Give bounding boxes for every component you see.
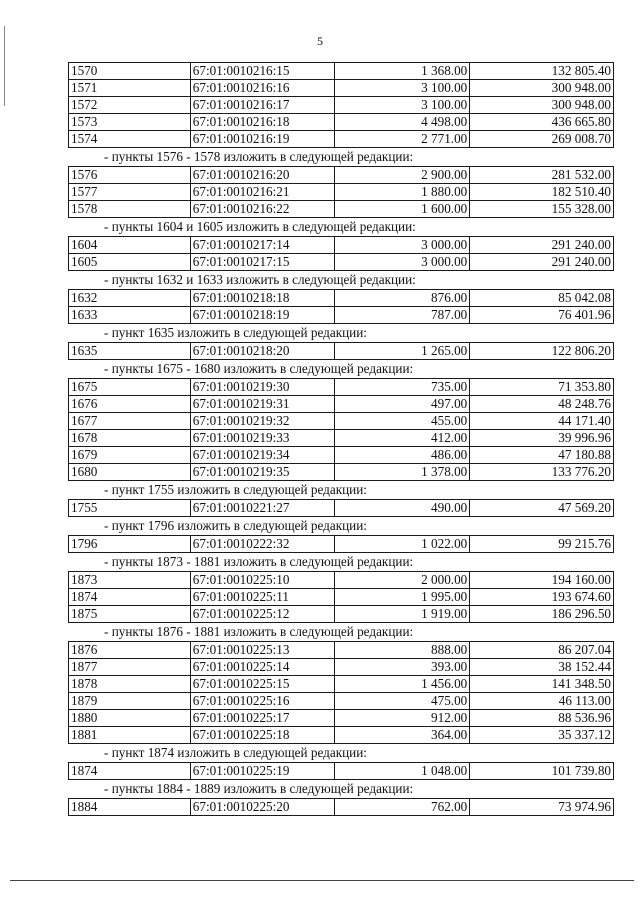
item-number-cell: 1880 bbox=[69, 710, 191, 726]
area-cell: 1 880.00 bbox=[335, 184, 471, 200]
cadastral-number-cell: 67:01:0010218:18 bbox=[191, 290, 335, 306]
item-number-cell: 1604 bbox=[69, 237, 191, 253]
document-body bbox=[68, 62, 614, 816]
cadastral-number-cell: 67:01:0010225:16 bbox=[191, 693, 335, 709]
table-row bbox=[68, 429, 614, 446]
section-heading: - пункт 1796 изложить в следующей редакции: bbox=[104, 518, 367, 533]
table-row bbox=[68, 183, 614, 200]
table-row bbox=[68, 306, 614, 324]
value-cell: 133 776.20 bbox=[470, 464, 614, 480]
item-number-cell: 1755 bbox=[69, 500, 191, 516]
data-table bbox=[68, 571, 614, 623]
data-table bbox=[68, 236, 614, 271]
area-cell: 475.00 bbox=[335, 693, 471, 709]
cadastral-number-cell: 67:01:0010225:18 bbox=[191, 727, 335, 743]
table-row bbox=[68, 726, 614, 744]
area-cell: 3 100.00 bbox=[335, 80, 471, 96]
table-row bbox=[68, 236, 614, 253]
cadastral-number-cell: 67:01:0010225:10 bbox=[191, 572, 335, 588]
item-number-cell: 1877 bbox=[69, 659, 191, 675]
value-cell: 141 348.50 bbox=[470, 676, 614, 692]
value-cell: 39 996.96 bbox=[470, 430, 614, 446]
data-table bbox=[68, 342, 614, 360]
section-heading: - пункты 1632 и 1633 изложить в следующей редакции: bbox=[104, 272, 416, 287]
cadastral-number-cell: 67:01:0010216:22 bbox=[191, 201, 335, 217]
cadastral-number-cell: 67:01:0010225:20 bbox=[191, 799, 335, 815]
item-number-cell: 1574 bbox=[69, 131, 191, 147]
item-number-cell: 1677 bbox=[69, 413, 191, 429]
cadastral-number-cell: 67:01:0010225:19 bbox=[191, 763, 335, 779]
cadastral-number-cell: 67:01:0010219:32 bbox=[191, 413, 335, 429]
table-row bbox=[68, 113, 614, 130]
area-cell: 735.00 bbox=[335, 379, 471, 395]
data-table bbox=[68, 641, 614, 744]
section-heading: - пункты 1604 и 1605 изложить в следующей редакции: bbox=[104, 219, 416, 234]
item-number-cell: 1572 bbox=[69, 97, 191, 113]
cadastral-number-cell: 67:01:0010219:30 bbox=[191, 379, 335, 395]
table-row bbox=[68, 130, 614, 148]
item-number-cell: 1576 bbox=[69, 167, 191, 183]
section-heading: - пункты 1675 - 1680 изложить в следующей редакции: bbox=[104, 361, 414, 376]
area-cell: 912.00 bbox=[335, 710, 471, 726]
section-heading: - пункт 1755 изложить в следующей редакции: bbox=[104, 482, 367, 497]
item-number-cell: 1874 bbox=[69, 763, 191, 779]
table-row bbox=[68, 378, 614, 395]
cadastral-number-cell: 67:01:0010217:15 bbox=[191, 254, 335, 270]
area-cell: 1 378.00 bbox=[335, 464, 471, 480]
cadastral-number-cell: 67:01:0010217:14 bbox=[191, 237, 335, 253]
item-number-cell: 1635 bbox=[69, 343, 191, 359]
area-cell: 486.00 bbox=[335, 447, 471, 463]
area-cell: 364.00 bbox=[335, 727, 471, 743]
area-cell: 1 456.00 bbox=[335, 676, 471, 692]
value-cell: 48 248.76 bbox=[470, 396, 614, 412]
area-cell: 3 000.00 bbox=[335, 254, 471, 270]
item-number-cell: 1678 bbox=[69, 430, 191, 446]
item-number-cell: 1878 bbox=[69, 676, 191, 692]
cadastral-number-cell: 67:01:0010216:21 bbox=[191, 184, 335, 200]
value-cell: 193 674.60 bbox=[470, 589, 614, 605]
table-row bbox=[68, 709, 614, 726]
table-row bbox=[68, 289, 614, 306]
table-row bbox=[68, 62, 614, 79]
value-cell: 182 510.40 bbox=[470, 184, 614, 200]
table-row bbox=[68, 641, 614, 658]
cadastral-number-cell: 67:01:0010225:14 bbox=[191, 659, 335, 675]
value-cell: 86 207.04 bbox=[470, 642, 614, 658]
data-table bbox=[68, 499, 614, 517]
cadastral-number-cell: 67:01:0010218:20 bbox=[191, 343, 335, 359]
table-row bbox=[68, 658, 614, 675]
item-number-cell: 1884 bbox=[69, 799, 191, 815]
value-cell: 269 008.70 bbox=[470, 131, 614, 147]
cadastral-number-cell: 67:01:0010216:19 bbox=[191, 131, 335, 147]
item-number-cell: 1675 bbox=[69, 379, 191, 395]
table-row bbox=[68, 692, 614, 709]
data-table bbox=[68, 378, 614, 481]
area-cell: 1 265.00 bbox=[335, 343, 471, 359]
footer-divider bbox=[10, 880, 634, 881]
data-table bbox=[68, 798, 614, 816]
area-cell: 888.00 bbox=[335, 642, 471, 658]
area-cell: 2 900.00 bbox=[335, 167, 471, 183]
cadastral-number-cell: 67:01:0010222:32 bbox=[191, 536, 335, 552]
value-cell: 47 180.88 bbox=[470, 447, 614, 463]
cadastral-number-cell: 67:01:0010219:31 bbox=[191, 396, 335, 412]
cadastral-number-cell: 67:01:0010216:18 bbox=[191, 114, 335, 130]
area-cell: 490.00 bbox=[335, 500, 471, 516]
table-row bbox=[68, 675, 614, 692]
table-row bbox=[68, 200, 614, 218]
value-cell: 101 739.80 bbox=[470, 763, 614, 779]
item-number-cell: 1605 bbox=[69, 254, 191, 270]
value-cell: 47 569.20 bbox=[470, 500, 614, 516]
value-cell: 88 536.96 bbox=[470, 710, 614, 726]
table-row bbox=[68, 166, 614, 183]
data-table bbox=[68, 535, 614, 553]
value-cell: 186 296.50 bbox=[470, 606, 614, 622]
cadastral-number-cell: 67:01:0010225:17 bbox=[191, 710, 335, 726]
page-number: 5 bbox=[317, 34, 323, 48]
table-row bbox=[68, 96, 614, 113]
table-row bbox=[68, 395, 614, 412]
value-cell: 281 532.00 bbox=[470, 167, 614, 183]
data-table bbox=[68, 166, 614, 218]
cadastral-number-cell: 67:01:0010219:33 bbox=[191, 430, 335, 446]
area-cell: 455.00 bbox=[335, 413, 471, 429]
cadastral-number-cell: 67:01:0010216:16 bbox=[191, 80, 335, 96]
cadastral-number-cell: 67:01:0010225:12 bbox=[191, 606, 335, 622]
value-cell: 46 113.00 bbox=[470, 693, 614, 709]
table-row bbox=[68, 798, 614, 816]
table-row bbox=[68, 463, 614, 481]
cadastral-number-cell: 67:01:0010219:35 bbox=[191, 464, 335, 480]
value-cell: 99 215.76 bbox=[470, 536, 614, 552]
value-cell: 291 240.00 bbox=[470, 237, 614, 253]
table-row bbox=[68, 605, 614, 623]
table-row bbox=[68, 588, 614, 605]
value-cell: 300 948.00 bbox=[470, 80, 614, 96]
item-number-cell: 1577 bbox=[69, 184, 191, 200]
value-cell: 38 152.44 bbox=[470, 659, 614, 675]
area-cell: 1 022.00 bbox=[335, 536, 471, 552]
value-cell: 73 974.96 bbox=[470, 799, 614, 815]
cadastral-number-cell: 67:01:0010225:11 bbox=[191, 589, 335, 605]
area-cell: 412.00 bbox=[335, 430, 471, 446]
item-number-cell: 1875 bbox=[69, 606, 191, 622]
value-cell: 76 401.96 bbox=[470, 307, 614, 323]
item-number-cell: 1578 bbox=[69, 201, 191, 217]
area-cell: 4 498.00 bbox=[335, 114, 471, 130]
data-table bbox=[68, 62, 614, 148]
cadastral-number-cell: 67:01:0010216:15 bbox=[191, 63, 335, 79]
table-row bbox=[68, 412, 614, 429]
section-heading: - пункты 1884 - 1889 изложить в следующей редакции: bbox=[104, 781, 414, 796]
cadastral-number-cell: 67:01:0010221:27 bbox=[191, 500, 335, 516]
area-cell: 762.00 bbox=[335, 799, 471, 815]
cadastral-number-cell: 67:01:0010216:20 bbox=[191, 167, 335, 183]
value-cell: 71 353.80 bbox=[470, 379, 614, 395]
area-cell: 497.00 bbox=[335, 396, 471, 412]
value-cell: 44 171.40 bbox=[470, 413, 614, 429]
area-cell: 787.00 bbox=[335, 307, 471, 323]
table-row bbox=[68, 342, 614, 360]
value-cell: 35 337.12 bbox=[470, 727, 614, 743]
table-row bbox=[68, 762, 614, 780]
section-heading: - пункты 1873 - 1881 изложить в следующей редакции: bbox=[104, 554, 414, 569]
item-number-cell: 1676 bbox=[69, 396, 191, 412]
value-cell: 291 240.00 bbox=[470, 254, 614, 270]
area-cell: 3 100.00 bbox=[335, 97, 471, 113]
cadastral-number-cell: 67:01:0010218:19 bbox=[191, 307, 335, 323]
cadastral-number-cell: 67:01:0010225:15 bbox=[191, 676, 335, 692]
section-heading: - пункты 1576 - 1578 изложить в следующей редакции: bbox=[104, 149, 414, 164]
value-cell: 85 042.08 bbox=[470, 290, 614, 306]
data-table bbox=[68, 289, 614, 324]
value-cell: 122 806.20 bbox=[470, 343, 614, 359]
item-number-cell: 1633 bbox=[69, 307, 191, 323]
section-heading: - пункт 1635 изложить в следующей редакции: bbox=[104, 325, 367, 340]
area-cell: 1 995.00 bbox=[335, 589, 471, 605]
value-cell: 132 805.40 bbox=[470, 63, 614, 79]
item-number-cell: 1573 bbox=[69, 114, 191, 130]
table-row bbox=[68, 79, 614, 96]
area-cell: 1 919.00 bbox=[335, 606, 471, 622]
item-number-cell: 1571 bbox=[69, 80, 191, 96]
value-cell: 436 665.80 bbox=[470, 114, 614, 130]
area-cell: 3 000.00 bbox=[335, 237, 471, 253]
area-cell: 1 368.00 bbox=[335, 63, 471, 79]
area-cell: 1 600.00 bbox=[335, 201, 471, 217]
cadastral-number-cell: 67:01:0010219:34 bbox=[191, 447, 335, 463]
item-number-cell: 1879 bbox=[69, 693, 191, 709]
cadastral-number-cell: 67:01:0010225:13 bbox=[191, 642, 335, 658]
item-number-cell: 1632 bbox=[69, 290, 191, 306]
table-row bbox=[68, 535, 614, 553]
item-number-cell: 1679 bbox=[69, 447, 191, 463]
data-table bbox=[68, 762, 614, 780]
section-heading: - пункты 1876 - 1881 изложить в следующей редакции: bbox=[104, 624, 414, 639]
area-cell: 2 771.00 bbox=[335, 131, 471, 147]
item-number-cell: 1680 bbox=[69, 464, 191, 480]
area-cell: 1 048.00 bbox=[335, 763, 471, 779]
area-cell: 876.00 bbox=[335, 290, 471, 306]
table-row bbox=[68, 571, 614, 588]
table-row bbox=[68, 499, 614, 517]
table-row bbox=[68, 446, 614, 463]
value-cell: 155 328.00 bbox=[470, 201, 614, 217]
item-number-cell: 1570 bbox=[69, 63, 191, 79]
section-heading: - пункт 1874 изложить в следующей редакции: bbox=[104, 745, 367, 760]
item-number-cell: 1881 bbox=[69, 727, 191, 743]
value-cell: 194 160.00 bbox=[470, 572, 614, 588]
item-number-cell: 1876 bbox=[69, 642, 191, 658]
item-number-cell: 1796 bbox=[69, 536, 191, 552]
table-row bbox=[68, 253, 614, 271]
value-cell: 300 948.00 bbox=[470, 97, 614, 113]
cadastral-number-cell: 67:01:0010216:17 bbox=[191, 97, 335, 113]
item-number-cell: 1873 bbox=[69, 572, 191, 588]
item-number-cell: 1874 bbox=[69, 589, 191, 605]
area-cell: 393.00 bbox=[335, 659, 471, 675]
area-cell: 2 000.00 bbox=[335, 572, 471, 588]
